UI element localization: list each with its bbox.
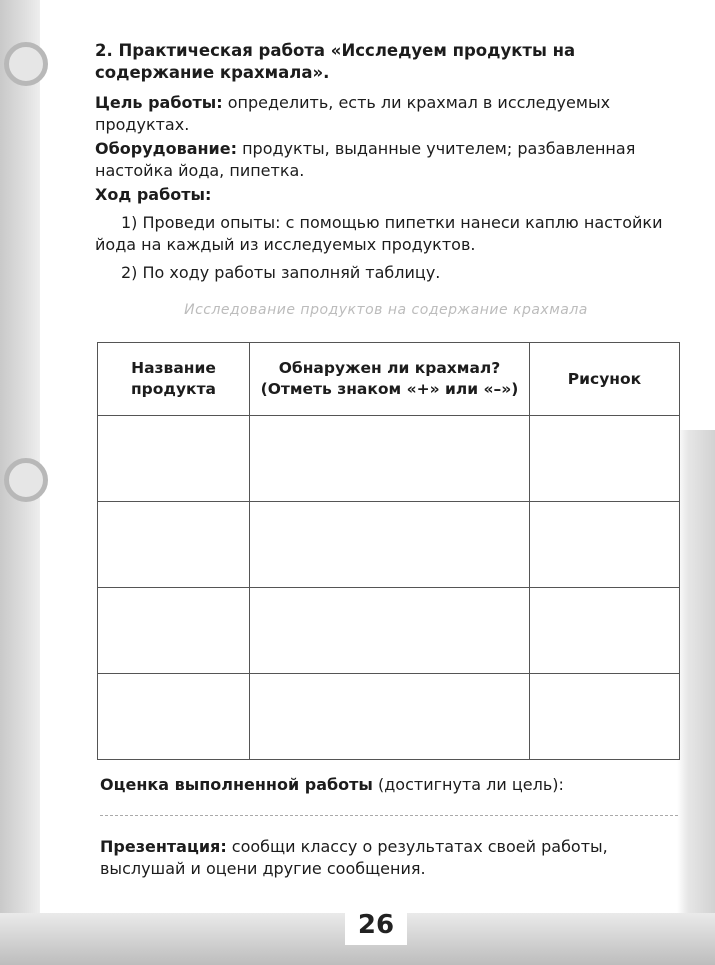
step-item: 2) По ходу работы заполняй таблицу.	[121, 263, 441, 282]
table-cell[interactable]	[98, 502, 250, 588]
equipment-label: Оборудование:	[95, 139, 237, 158]
progress-label: Ход работы:	[95, 185, 212, 204]
task-heading: 2. Практическая работа «Исследуем продукты на содержание крахмала».	[95, 41, 576, 82]
step-item: 1) Проведи опыты: с помощью пипетки нанеси каплю настойки йода на каждый из исследуемых продуктов.	[95, 213, 663, 254]
starch-results-table	[97, 342, 680, 760]
equipment-paragraph	[95, 138, 677, 182]
assessment-label: Оценка выполненной работы	[100, 775, 373, 794]
page-number: 26	[345, 905, 407, 945]
goal-paragraph	[95, 92, 677, 136]
right-margin-decoration	[677, 430, 715, 930]
table-cell[interactable]	[250, 502, 530, 588]
table-cell[interactable]	[98, 416, 250, 502]
table-row	[98, 502, 680, 588]
table-cell[interactable]	[250, 674, 530, 760]
presentation-text: сообщи классу о результатах своей работы, выслушай и оцени другие сообщения.	[100, 837, 608, 878]
presentation-label: Презентация:	[100, 837, 227, 856]
ring-binder-icon	[4, 458, 48, 502]
column-header-drawing: Рисунок	[530, 343, 680, 416]
assessment-answer-line[interactable]	[100, 815, 678, 816]
table-cell[interactable]	[530, 416, 680, 502]
task-content	[95, 40, 677, 318]
table-cell[interactable]	[250, 588, 530, 674]
assessment-line	[100, 774, 680, 796]
table-cell[interactable]	[98, 588, 250, 674]
table-row	[98, 416, 680, 502]
progress-paragraph	[95, 184, 677, 206]
table-cell[interactable]	[98, 674, 250, 760]
table-cell[interactable]	[530, 588, 680, 674]
column-header-starch: Обнаружен ли крахмал? (Отметь знаком «+» или «–»)	[250, 343, 530, 416]
assessment-text: (достигнута ли цель):	[372, 775, 564, 794]
table-cell[interactable]	[530, 674, 680, 760]
table-header-row	[98, 343, 680, 416]
goal-label: Цель работы:	[95, 93, 223, 112]
table-row	[98, 674, 680, 760]
ring-binder-icon	[4, 42, 48, 86]
steps-list	[95, 212, 677, 284]
table-cell[interactable]	[530, 502, 680, 588]
presentation-paragraph	[100, 836, 678, 880]
table-cell[interactable]	[250, 416, 530, 502]
column-header-product: Название продукта	[98, 343, 250, 416]
equipment-text: продукты, выданные учителем; разбавленная настойка йода, пипетка.	[95, 139, 636, 180]
table-caption: Исследование продуктов на содержание крахмала	[184, 302, 588, 318]
goal-text: определить, есть ли крахмал в исследуемых продуктах.	[95, 93, 611, 134]
table-row	[98, 588, 680, 674]
